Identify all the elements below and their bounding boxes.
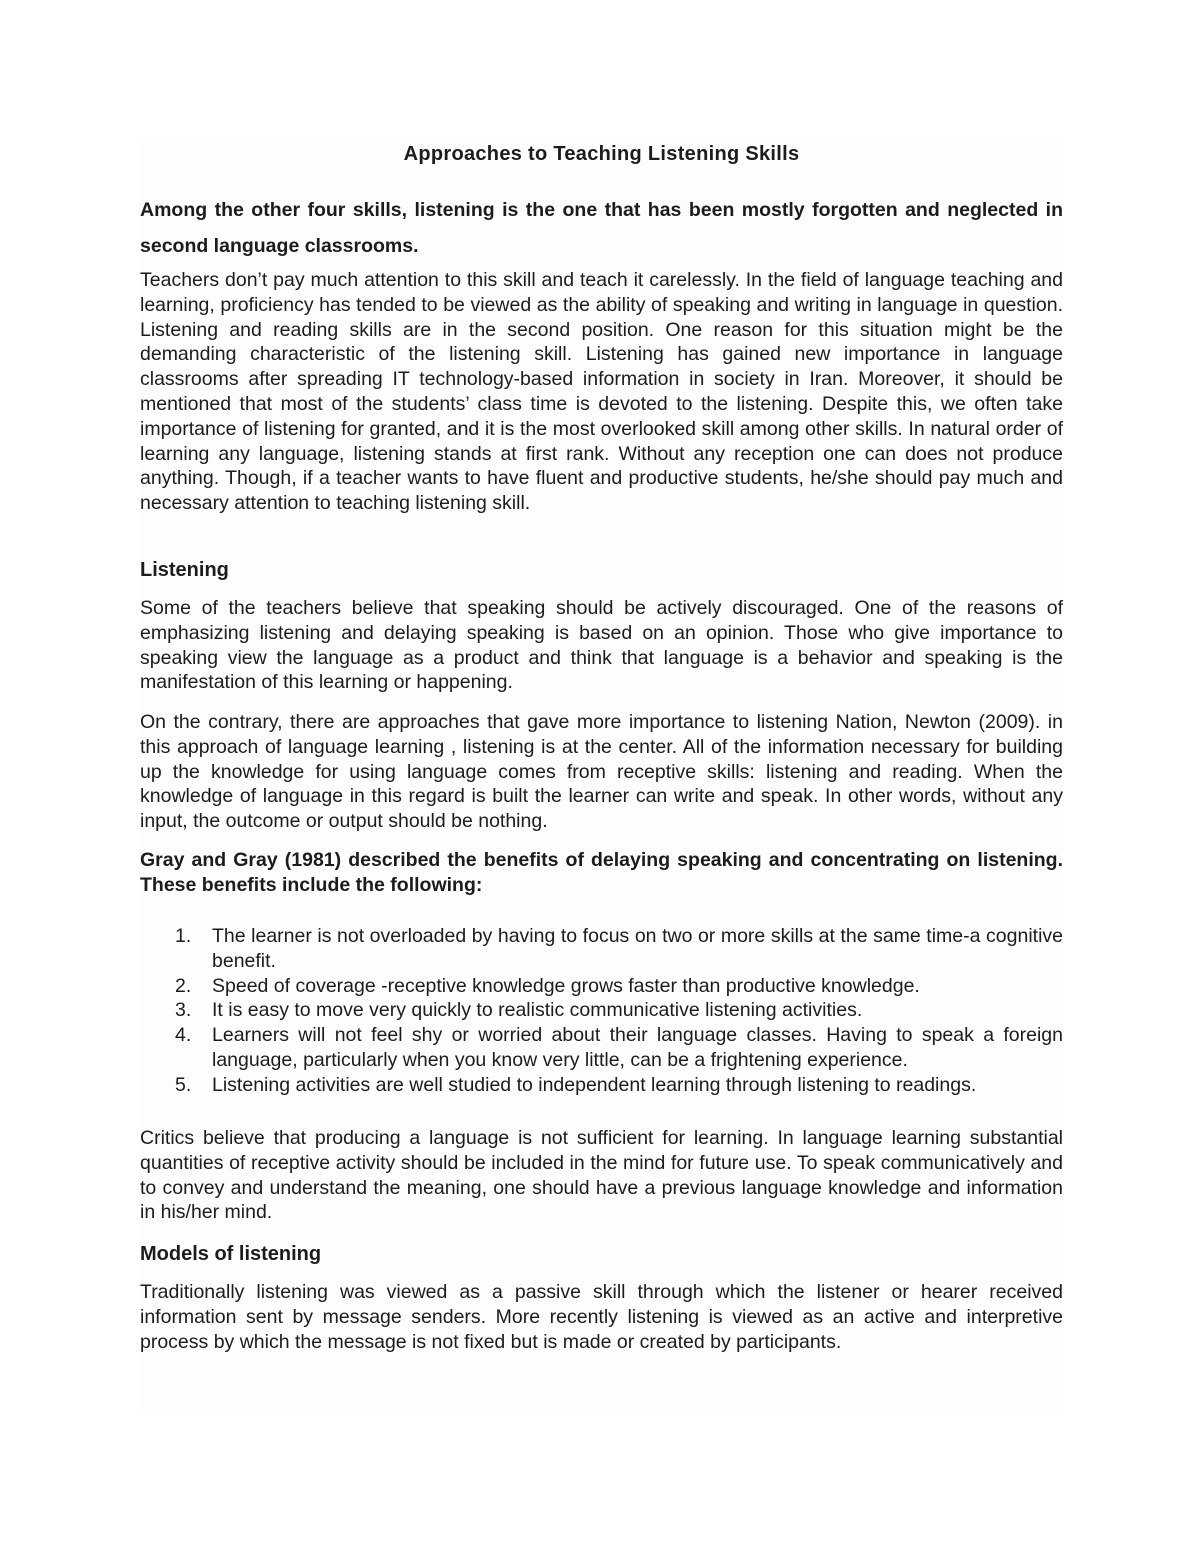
- intro-paragraph: Teachers don’t pay much attention to this skill and teach it carelessly. In the field of language teaching and learning, proficiency has tended to be viewed as the ability of speaking and writing in language in question. Listening and reading skills are in the second position. One reason for this situation might be the demanding characteristic of the listening skill. Listening has gained new importance in language classrooms after spreading IT technology-based information in society in Iran. Moreover, it should be mentioned that most of the students’ class time is devoted to the listening. Despite this, we often take importance of listening for granted, and it is the most overlooked skill among other skills. In natural order of learning any language, listening stands at first rank. Without any reception one can does not produce anything. Though, if a teacher wants to have fluent and productive students, he/she should pay much and necessary attention to teaching listening skill.: [140, 269, 1063, 515]
- benefits-list: [140, 924, 1063, 1098]
- section-heading-listening: Listening: [140, 559, 229, 581]
- list-item: 5. Listening activities are well studied to independent learning through listening to readings.: [175, 1073, 977, 1096]
- section-heading-models: Models of listening: [140, 1243, 322, 1265]
- list-item: 1. The learner is not overloaded by having to focus on two or more skills at the same time-a cognitive benefit.: [175, 925, 1063, 972]
- list-item: 4. Learners will not feel shy or worried about their language classes. Having to speak a foreign language, particularly when you know very little, can be a frightening experience.: [175, 1024, 1063, 1071]
- list-item: 2. Speed of coverage -receptive knowledge grows faster than productive knowledge.: [175, 974, 920, 997]
- listening-paragraph-2: On the contrary, there are approaches that gave more importance to listening Nation, Newton (2009). in this approach of language learning , listening is at the center. All of the information necessary for building up the knowledge for using language comes from receptive skills: listening and reading. When the knowledge of language in this regard is built the learner can write and speak. In other words, without any input, the outcome or output should be nothing.: [140, 711, 1063, 833]
- models-paragraph: Traditionally listening was viewed as a passive skill through which the listener or hearer received information sent by message senders. More recently listening is viewed as an active and interpretive process by which the message is not fixed but is made or created by participants.: [140, 1281, 1063, 1353]
- document-title: Approaches to Teaching Listening Skills: [403, 143, 800, 165]
- lead-paragraph: Among the other four skills, listening is the one that has been mostly forgotten and neglected in second language classrooms.: [140, 199, 1063, 257]
- list-item: 3. It is easy to move very quickly to realistic communicative listening activities.: [175, 999, 863, 1022]
- critics-paragraph: Critics believe that producing a language is not sufficient for learning. In language learning substantial quantities of receptive activity should be included in the mind for future use. To speak communicatively and to convey and understand the meaning, one should have a previous language knowledge and information in his/her mind.: [140, 1127, 1063, 1224]
- listening-paragraph-1: Some of the teachers believe that speaking should be actively discouraged. One of the reasons of emphasizing listening and delaying speaking is based on an opinion. Those who give importance to speaking view the language as a product and think that language is a behavior and speaking is the manifestation of this learning or happening.: [140, 597, 1063, 694]
- page-content: [140, 140, 1063, 1410]
- benefits-intro-paragraph: Gray and Gray (1981) described the benefits of delaying speaking and concentrating on listening. These benefits include the following:: [140, 849, 1063, 896]
